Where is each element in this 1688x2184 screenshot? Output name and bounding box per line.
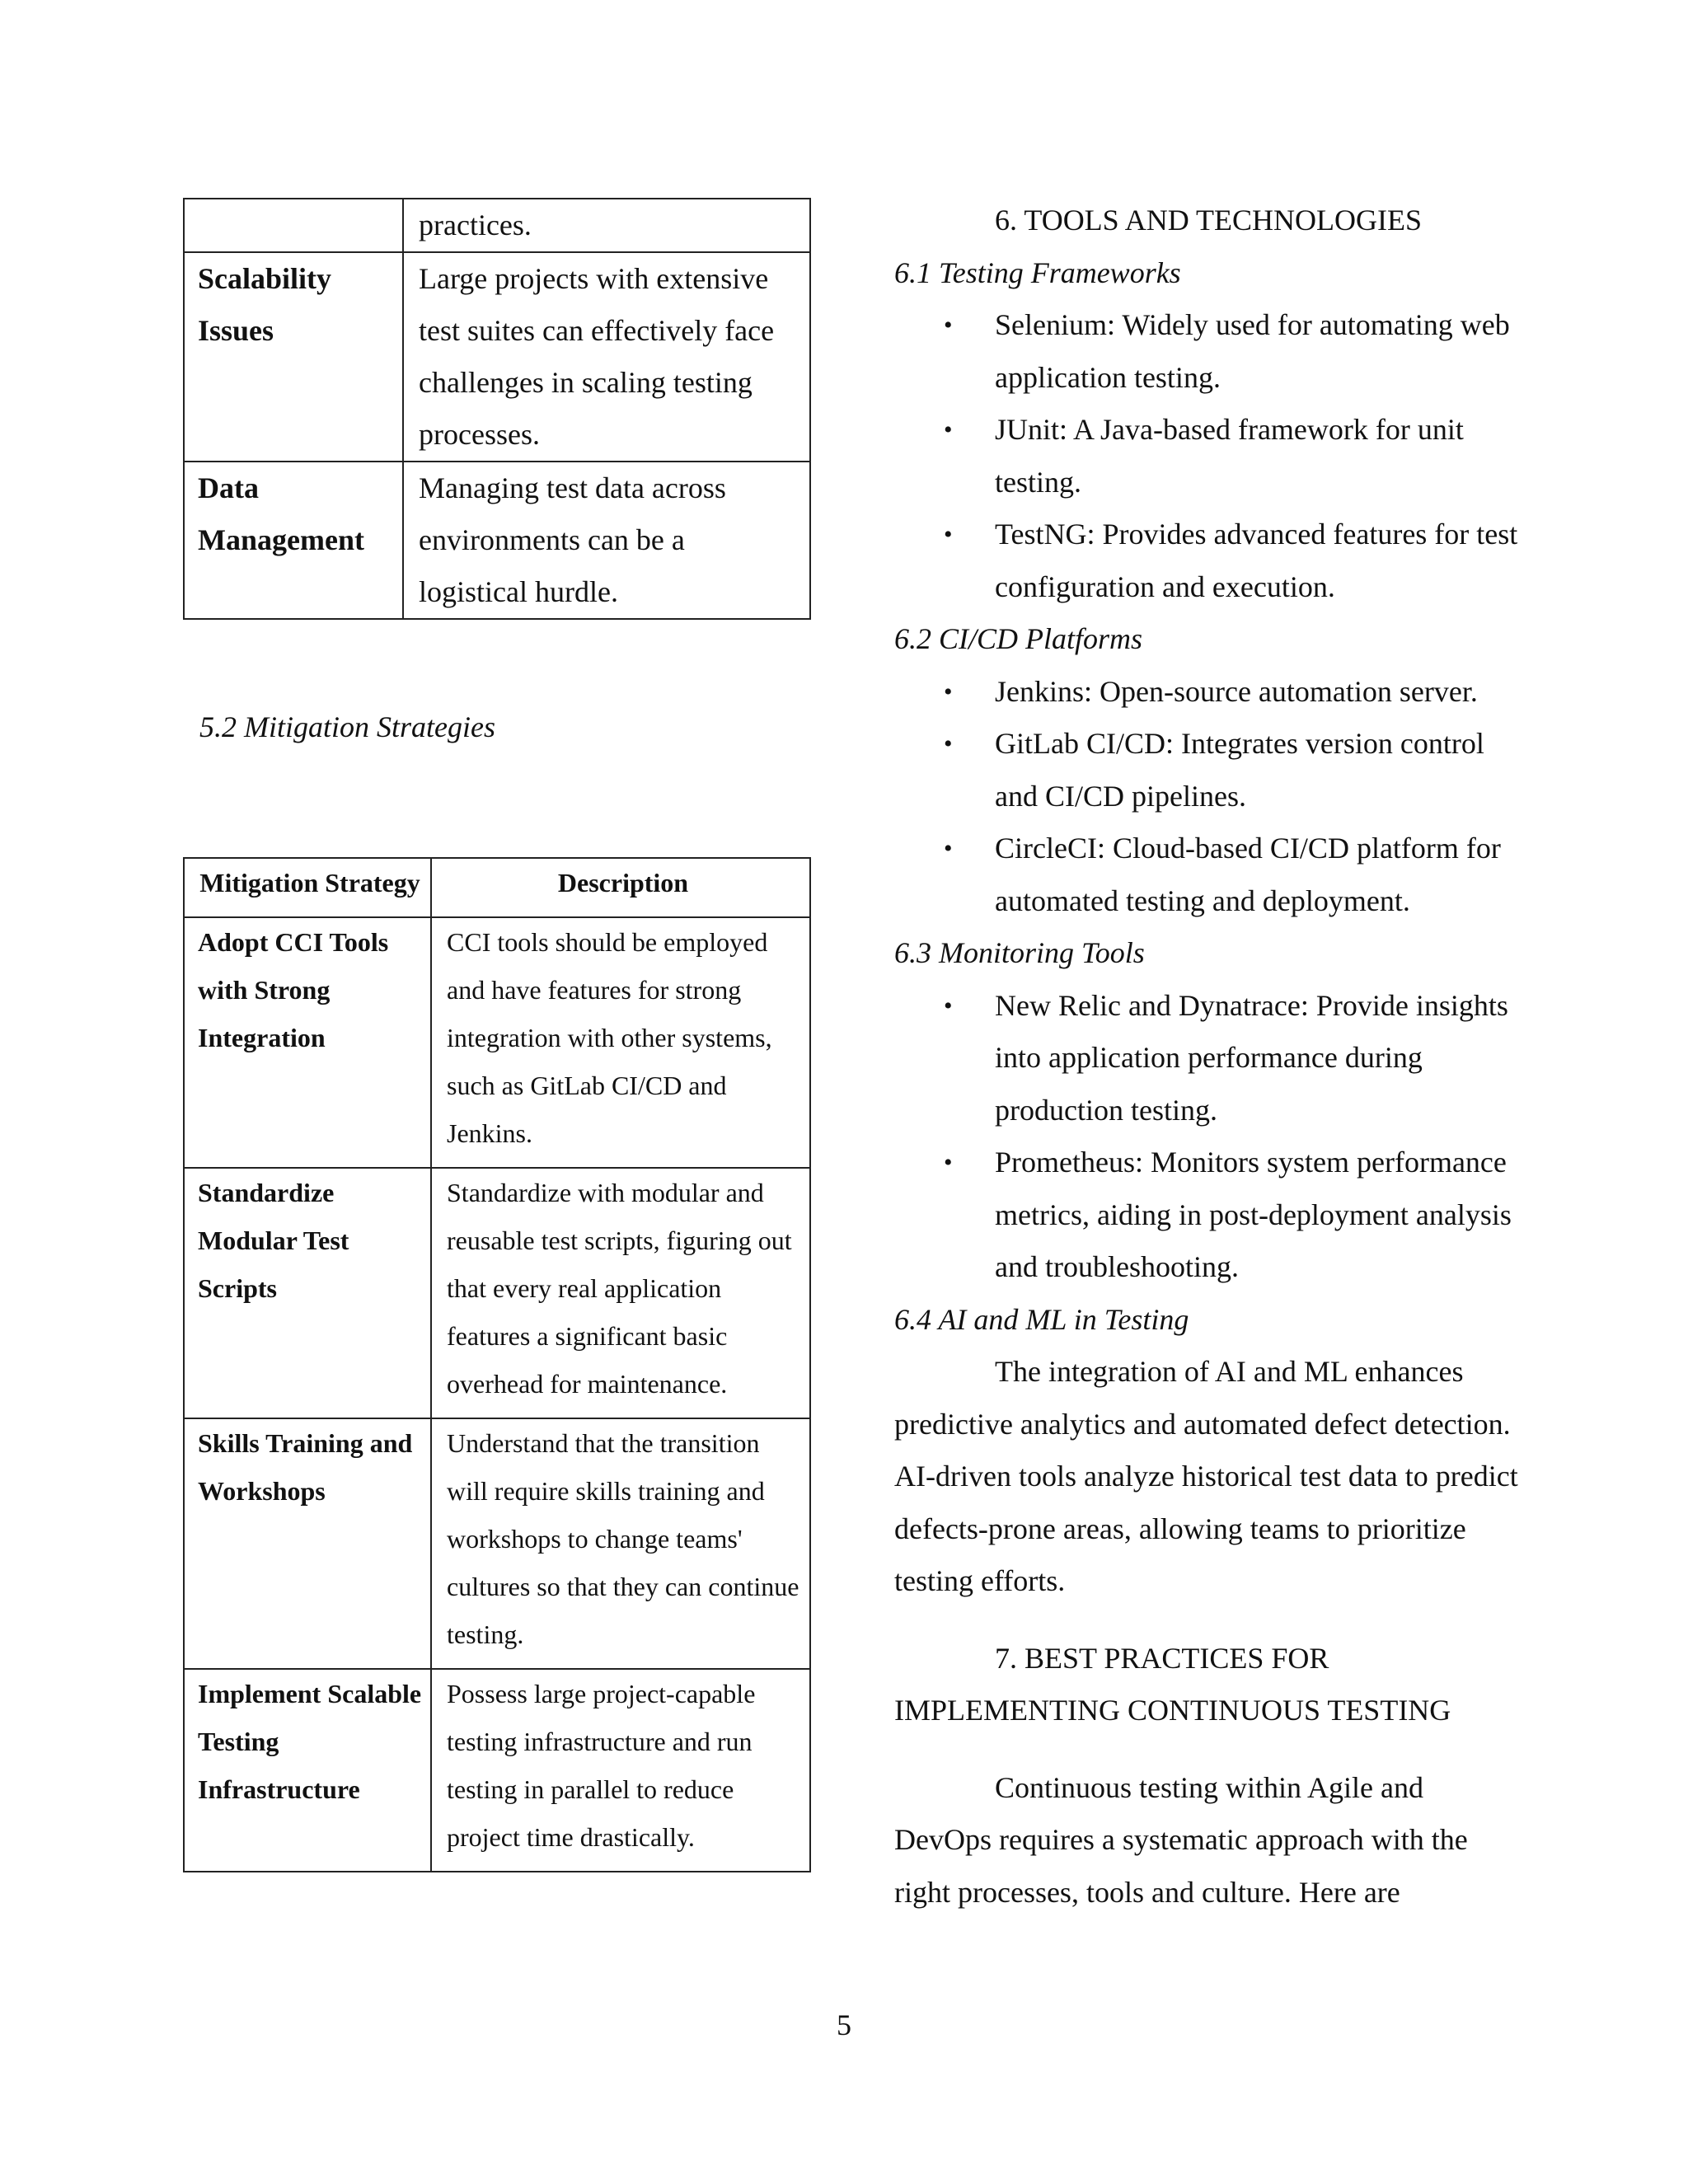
list-item-text: Selenium: Widely used for automating web application testing. <box>995 308 1510 394</box>
bullet-icon: • <box>944 677 953 705</box>
strategy-cell: Standardize Modular Test Scripts <box>184 1168 431 1418</box>
table-row <box>184 917 810 1168</box>
monitoring-tools-list <box>894 980 1521 1294</box>
bullet-icon: • <box>944 730 953 757</box>
strategy-description-cell: Standardize with modular and reusable test scripts, figuring out that every real application features a significant basic overhead for maintenance. <box>431 1168 810 1418</box>
section-7-paragraph: Continuous testing within Agile and DevOps requires a systematic approach with the right processes, tools and culture. Here are <box>894 1770 1468 1909</box>
spacer <box>894 1608 1521 1633</box>
list-item-text: CircleCI: Cloud-based CI/CD platform for automated testing and deployment. <box>995 832 1501 917</box>
strategy-cell: Adopt CCI Tools with Strong Integration <box>184 917 431 1168</box>
column-header-description: Description <box>431 858 810 917</box>
table-row <box>184 199 810 252</box>
bullet-icon: • <box>944 991 953 1019</box>
bullet-icon: • <box>944 1149 953 1176</box>
mitigation-table <box>183 857 811 1872</box>
section-6-heading: 6. TOOLS AND TECHNOLOGIES <box>995 204 1423 237</box>
bullet-icon: • <box>944 312 953 339</box>
list-item <box>894 980 1521 1137</box>
subsection-6-2-heading: 6.2 CI/CD Platforms <box>894 622 1143 655</box>
subsection-6-1-heading: 6.1 Testing Frameworks <box>894 255 1181 289</box>
list-item-text: TestNG: Provides advanced features for test configuration and execution. <box>995 518 1518 603</box>
list-item <box>894 823 1521 927</box>
list-item <box>894 509 1521 613</box>
list-item-text: New Relic and Dynatrace: Provide insights into application performance during production testing. <box>995 988 1508 1127</box>
table-row <box>184 1418 810 1669</box>
list-item <box>894 299 1521 404</box>
strategy-description-cell: CCI tools should be employed and have features for strong integration with other systems, such as GitLab CI/CD and Jenkins. <box>431 917 810 1168</box>
table-row <box>184 462 810 619</box>
bullet-icon: • <box>944 521 953 548</box>
challenges-table <box>183 198 811 620</box>
section-7-heading-line1: 7. BEST PRACTICES FOR <box>995 1641 1329 1675</box>
column-header-strategy: Mitigation Strategy <box>184 858 431 917</box>
list-item-text: Jenkins: Open-source automation server. <box>995 674 1478 708</box>
strategy-cell: Implement Scalable Testing Infrastructure <box>184 1669 431 1872</box>
challenge-description-cell: practices. <box>403 199 810 252</box>
list-item <box>894 404 1521 509</box>
list-item <box>894 718 1521 823</box>
table-row <box>184 252 810 462</box>
challenge-issue-cell <box>184 199 403 252</box>
list-item-text: Prometheus: Monitors system performance metrics, aiding in post-deployment analysis and troubleshooting. <box>995 1146 1512 1283</box>
right-column <box>894 194 1521 1919</box>
table-header-row <box>184 858 810 917</box>
page-number: 5 <box>837 2008 851 2041</box>
bullet-icon: • <box>944 835 953 862</box>
cicd-platforms-list <box>894 666 1521 928</box>
subsection-6-4-heading: 6.4 AI and ML in Testing <box>894 1302 1189 1336</box>
challenge-description-cell: Managing test data across environments can be a logistical hurdle. <box>403 462 810 619</box>
list-item <box>894 666 1521 719</box>
challenge-issue-cell: Data Management <box>184 462 403 619</box>
spacer <box>894 1737 1521 1762</box>
testing-frameworks-list <box>894 299 1521 613</box>
section-7-heading-line2: IMPLEMENTING CONTINUOUS TESTING <box>894 1694 1451 1727</box>
list-item-text: JUnit: A Java-based framework for unit testing. <box>995 413 1464 499</box>
table-row <box>184 1669 810 1872</box>
ai-ml-paragraph: The integration of AI and ML enhances predictive analytics and automated defect detection. AI-driven tools analyze historical test data to predict defects-prone areas, allowing teams to prioritize testing efforts. <box>894 1355 1518 1597</box>
list-item <box>894 1137 1521 1294</box>
strategy-cell: Skills Training and Workshops <box>184 1418 431 1669</box>
mitigation-strategies-heading: 5.2 Mitigation Strategies <box>199 710 495 743</box>
list-item-text: GitLab CI/CD: Integrates version control and CI/CD pipelines. <box>995 727 1484 813</box>
table-row <box>184 1168 810 1418</box>
challenge-issue-cell: Scalability Issues <box>184 252 403 462</box>
challenge-description-cell: Large projects with extensive test suites can effectively face challenges in scaling testing processes. <box>403 252 810 462</box>
subsection-6-3-heading: 6.3 Monitoring Tools <box>894 936 1145 969</box>
strategy-description-cell: Understand that the transition will require skills training and workshops to change teams' cultures so that they can continue testing. <box>431 1418 810 1669</box>
left-column <box>183 198 811 620</box>
bullet-icon: • <box>944 416 953 443</box>
strategy-description-cell: Possess large project-capable testing infrastructure and run testing in parallel to reduce project time drastically. <box>431 1669 810 1872</box>
